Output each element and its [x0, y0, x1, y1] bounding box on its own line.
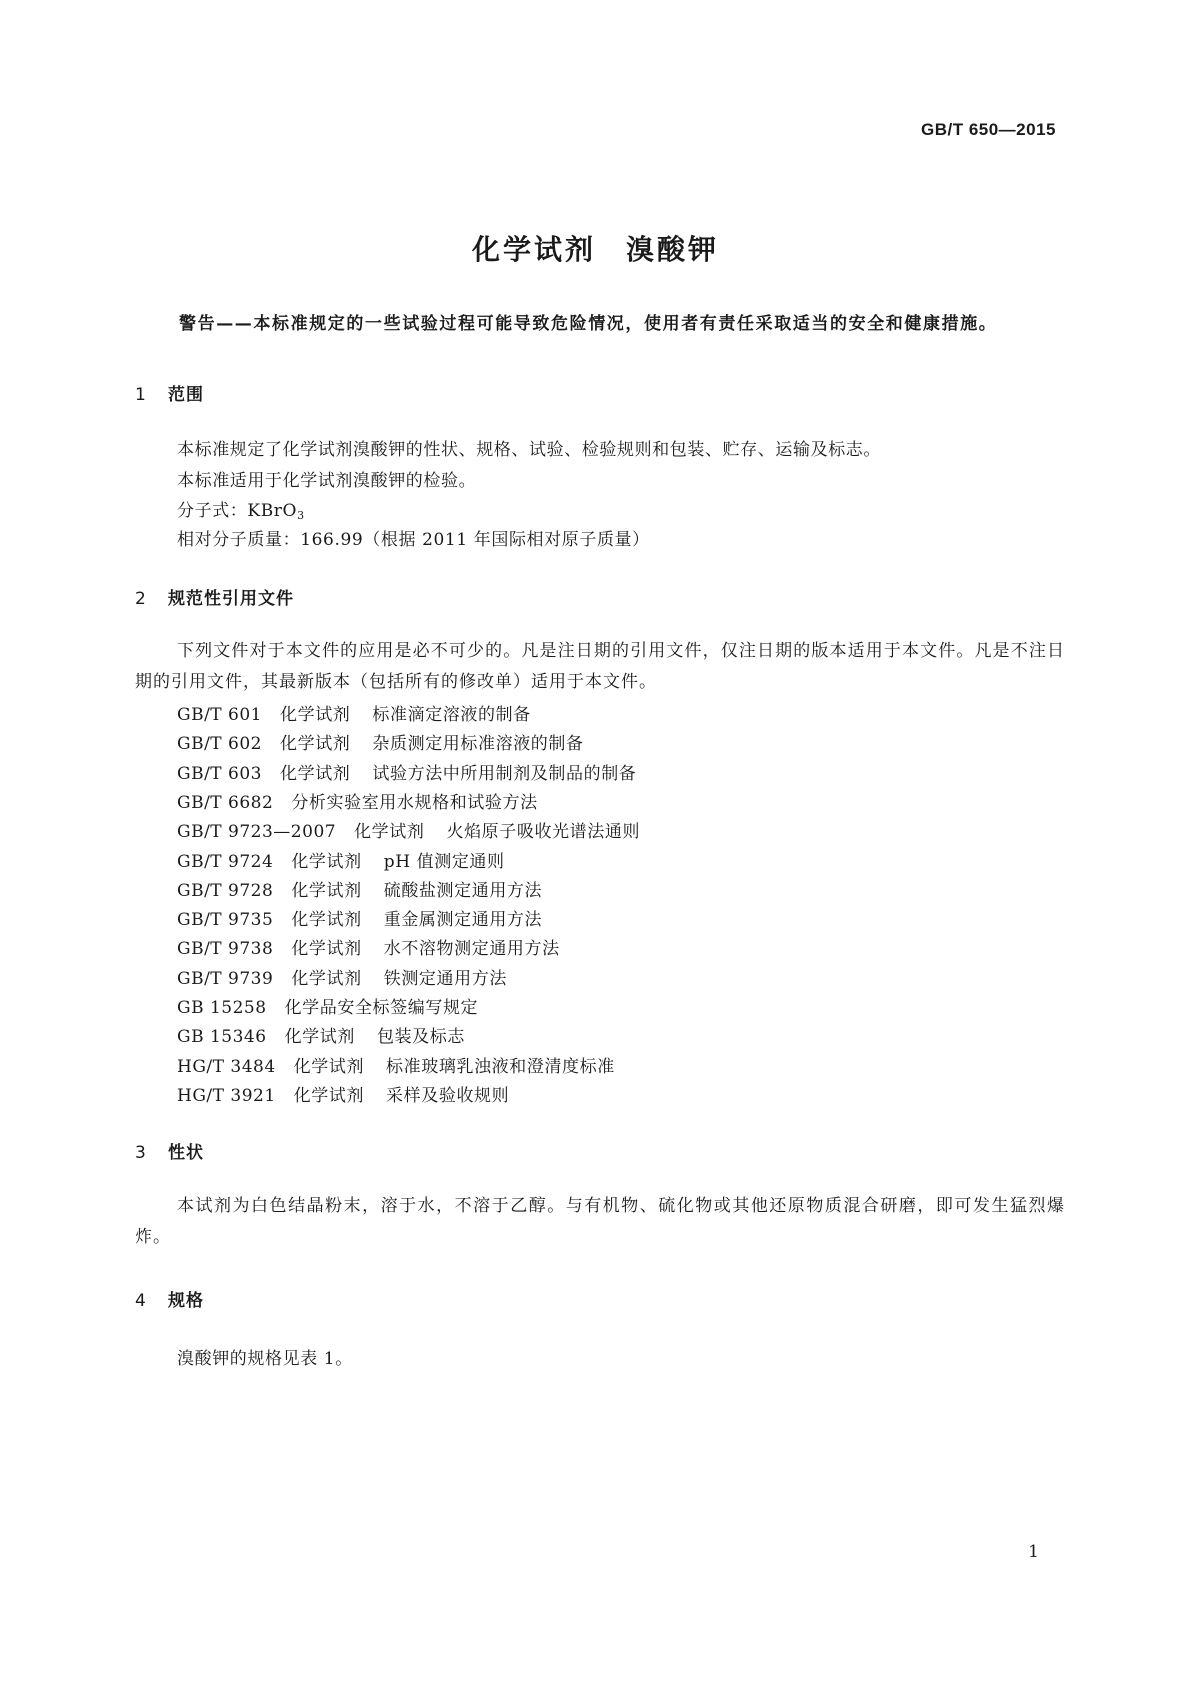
- reference-code: GB/T 9723—2007: [177, 822, 337, 843]
- formula-label: 分子式：KBrO: [177, 501, 298, 521]
- reference-code: GB/T 6682: [177, 792, 274, 813]
- title-part-1: 化学试剂: [471, 233, 596, 266]
- formula-subscript: 3: [297, 509, 305, 522]
- reference-code: GB/T 9739: [177, 968, 274, 989]
- reference-item: [177, 1052, 615, 1077]
- section-title: 规范性引用文件: [168, 589, 294, 609]
- reference-title-part: pH 值测定通则: [383, 851, 505, 872]
- reference-item: [177, 729, 584, 754]
- reference-code: GB/T 9724: [177, 851, 274, 872]
- reference-title-part: 试验方法中所用制剂及制品的制备: [372, 763, 637, 784]
- reference-code: GB/T 602: [177, 734, 262, 755]
- reference-item: [177, 993, 478, 1018]
- page-number: 1: [1028, 1542, 1039, 1562]
- reference-title-part: 包装及标志: [376, 1027, 465, 1048]
- reference-title-part: 化学试剂: [280, 705, 351, 725]
- reference-title-part: 杂质测定用标准溶液的制备: [372, 734, 584, 755]
- reference-title-part: 化学试剂: [293, 1056, 365, 1077]
- reference-title-part: 分析实验室用水规格和试验方法: [291, 792, 538, 813]
- reference-item: [177, 817, 640, 842]
- reference-item: [177, 1081, 509, 1106]
- reference-title-part: 化学试剂: [280, 763, 351, 784]
- reference-code: HG/T 3921: [177, 1085, 276, 1106]
- reference-item: [177, 847, 505, 872]
- safety-warning: 警告——本标准规定的一些试验过程可能导致危险情况，使用者有责任采取适当的安全和健康措施。: [179, 314, 998, 334]
- reference-title-part: 标准滴定溶液的制备: [372, 705, 531, 725]
- section-title: 规格: [168, 1291, 204, 1311]
- reference-item: [177, 905, 542, 930]
- reference-title-part: 化学试剂: [291, 851, 362, 872]
- molecular-formula: [177, 496, 305, 522]
- properties-text: 本试剂为白色结晶粉末，溶于水，不溶于乙醇。与有机物、硫化物或其他还原物质混合研磨，即可发生猛烈爆炸。: [135, 1196, 1065, 1247]
- reference-item: [177, 700, 531, 725]
- section-number: 2: [135, 589, 147, 609]
- reference-title-part: 铁测定通用方法: [383, 968, 507, 989]
- scope-line: 本标准规定了化学试剂溴酸钾的性状、规格、试验、检验规则和包装、贮存、运输及标志。: [177, 440, 881, 460]
- reference-title-part: 化学试剂: [291, 939, 362, 960]
- reference-title-part: 采样及验收规则: [386, 1085, 510, 1106]
- reference-title-part: 化学试剂: [291, 880, 362, 901]
- reference-code: HG/T 3484: [177, 1056, 276, 1077]
- reference-item: [177, 759, 636, 784]
- section-3-heading: [135, 1138, 204, 1163]
- reference-item: [177, 788, 538, 813]
- section-number: 1: [135, 385, 147, 405]
- reference-title-part: 化学试剂: [291, 910, 362, 931]
- reference-code: GB 15258: [177, 998, 267, 1018]
- reference-title-part: 水不溶物测定通用方法: [383, 939, 560, 960]
- specification-text: 溴酸钾的规格见表 1。: [177, 1349, 353, 1369]
- reference-title-part: 火焰原子吸收光谱法通则: [446, 822, 641, 843]
- section-4-heading: [135, 1286, 204, 1311]
- section-2-heading: [135, 584, 294, 609]
- reference-title-part: 标准玻璃乳浊液和澄清度标准: [386, 1056, 615, 1077]
- reference-code: GB 15346: [177, 1027, 267, 1048]
- reference-item: [177, 964, 507, 989]
- section-1-heading: [135, 380, 204, 405]
- reference-code: GB/T 9735: [177, 910, 274, 931]
- relative-molecular-mass: 相对分子质量：166.99（根据 2011 年国际相对原子质量）: [177, 530, 650, 550]
- reference-title-part: 化学试剂: [280, 734, 351, 755]
- reference-item: [177, 934, 560, 959]
- reference-code: GB/T 601: [177, 705, 262, 725]
- reference-code: GB/T 9728: [177, 880, 274, 901]
- reference-title-part: 化学试剂: [291, 968, 362, 989]
- reference-item: [177, 1022, 465, 1047]
- reference-title-part: 硫酸盐测定通用方法: [383, 880, 543, 901]
- reference-code: GB/T 603: [177, 763, 262, 784]
- standard-code: GB/T 650—2015: [920, 120, 1056, 139]
- reference-title-part: 化学试剂: [284, 1027, 355, 1048]
- reference-title-part: 化学品安全标签编写规定: [284, 998, 479, 1018]
- reference-item: [177, 876, 542, 901]
- section-title: 性状: [168, 1143, 204, 1163]
- section-number: 4: [135, 1291, 147, 1311]
- references-intro: 下列文件对于本文件的应用是必不可少的。凡是注日期的引用文件，仅注日期的版本适用于本文件。凡是不注日期的引用文件，其最新版本（包括所有的修改单）适用于本文件。: [135, 641, 1065, 692]
- reference-title-part: 重金属测定通用方法: [383, 910, 543, 931]
- section-title: 范围: [168, 385, 204, 405]
- reference-title-part: 化学试剂: [354, 822, 425, 843]
- document-title: [0, 228, 1191, 268]
- title-part-2: 溴酸钾: [626, 233, 720, 266]
- reference-code: GB/T 9738: [177, 939, 274, 960]
- reference-title-part: 化学试剂: [293, 1085, 365, 1106]
- scope-line: 本标准适用于化学试剂溴酸钾的检验。: [177, 471, 477, 491]
- section-number: 3: [135, 1143, 147, 1163]
